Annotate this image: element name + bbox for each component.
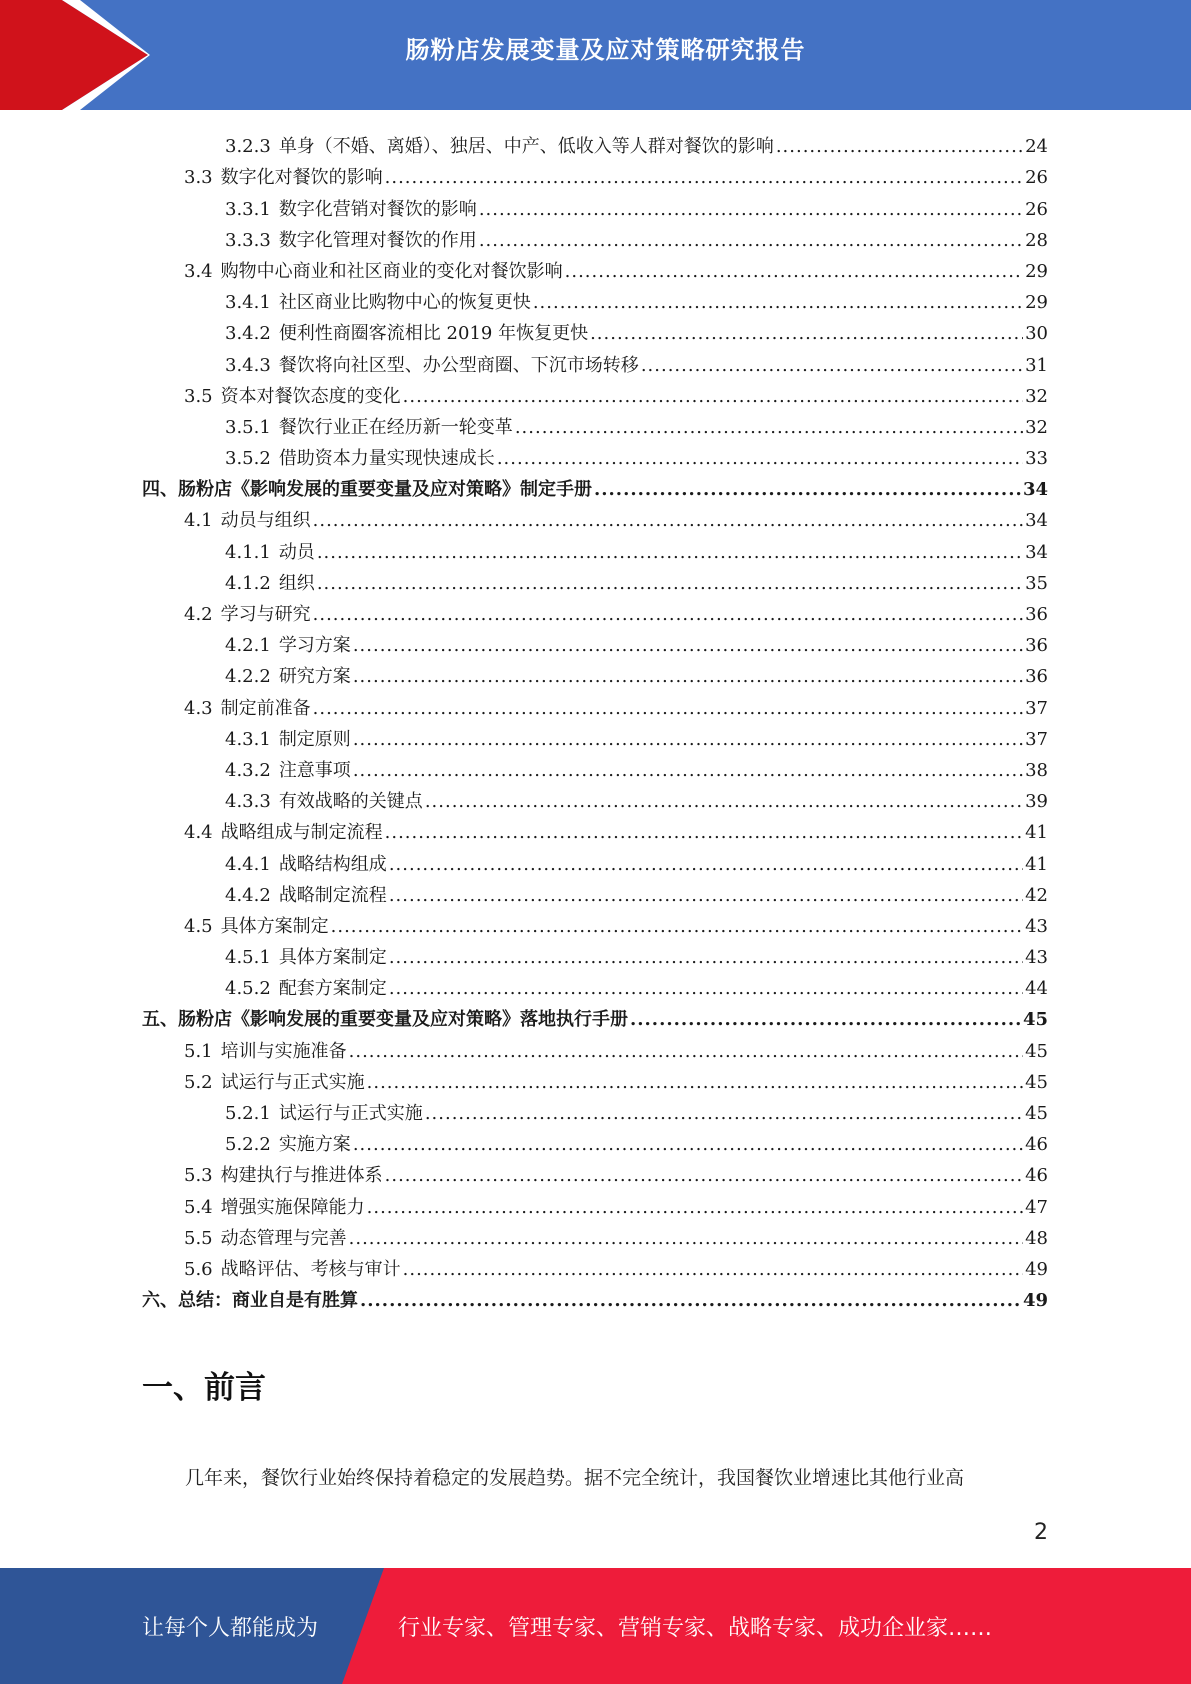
toc-entry-title: 动员与组织	[220, 510, 311, 532]
toc-entry-page: 45	[1025, 1040, 1048, 1062]
toc-entry-page: 46	[1025, 1134, 1048, 1156]
toc-entry[interactable]	[142, 626, 1048, 657]
toc-entry-title: 动态管理与完善	[220, 1227, 347, 1249]
toc-dot-leader	[533, 292, 1023, 314]
toc-entry-number: 4.1	[184, 510, 213, 532]
toc-entry-page: 49	[1025, 1258, 1048, 1280]
toc-entry-page: 24	[1025, 136, 1048, 158]
toc-dot-leader	[353, 635, 1023, 657]
toc-dot-leader	[425, 1103, 1023, 1125]
toc-dot-leader	[367, 1072, 1023, 1094]
toc-entry[interactable]	[142, 1094, 1048, 1125]
toc-entry-title: 战略制定流程	[278, 884, 387, 906]
toc-entry[interactable]	[142, 657, 1048, 688]
toc-entry-title: 六、总结：商业自是有胜算	[142, 1290, 358, 1312]
toc-entry-page: 34	[1025, 541, 1048, 563]
toc-entry-title: 研究方案	[278, 666, 351, 688]
toc-dot-leader	[497, 448, 1023, 470]
toc-entry-number: 4.3	[184, 697, 213, 719]
toc-entry-number: 4.5.1	[225, 947, 271, 969]
toc-entry-title: 购物中心商业和社区商业的变化对餐饮影响	[220, 260, 563, 282]
toc-entry-title: 数字化营销对餐饮的影响	[278, 198, 477, 220]
toc-dot-leader	[479, 230, 1023, 252]
toc-entry-number: 3.4.3	[225, 354, 271, 376]
toc-entry-title: 具体方案制定	[220, 915, 329, 937]
toc-entry[interactable]	[142, 283, 1048, 314]
toc-entry-page: 26	[1025, 167, 1048, 189]
page-footer	[0, 1568, 1191, 1684]
toc-entry-page: 30	[1025, 323, 1048, 345]
toc-entry-page: 39	[1025, 791, 1048, 813]
toc-entry-page: 43	[1025, 915, 1048, 937]
toc-entry-number: 4.4.2	[225, 884, 271, 906]
toc-entry[interactable]	[142, 127, 1048, 158]
toc-entry-page: 26	[1025, 198, 1048, 220]
toc-dot-leader	[590, 323, 1023, 345]
toc-entry-number: 3.4.2	[225, 323, 271, 345]
toc-entry-page: 44	[1025, 978, 1048, 1000]
toc-entry[interactable]	[142, 1156, 1048, 1187]
footer-slogan-left: 让每个人都能成为	[142, 1616, 319, 1641]
toc-entry-page: 32	[1025, 385, 1048, 407]
toc-entry-number: 5.2	[184, 1071, 213, 1093]
toc-entry-number: 4.5	[184, 915, 213, 937]
toc-entry-page: 36	[1025, 666, 1048, 688]
toc-entry-title: 五、肠粉店《影响发展的重要变量及应对策略》落地执行手册	[142, 1009, 628, 1031]
toc-entry-title: 资本对餐饮态度的变化	[220, 385, 401, 407]
toc-entry-title: 借助资本力量实现快速成长	[278, 448, 495, 470]
toc-entry-number: 4.3.2	[225, 759, 271, 781]
toc-entry-number: 5.5	[184, 1227, 213, 1249]
toc-entry-page: 38	[1025, 759, 1048, 781]
toc-entry-page: 32	[1025, 416, 1048, 438]
toc-entry-page: 45	[1025, 1103, 1048, 1124]
toc-entry-number: 3.4.1	[225, 292, 271, 314]
toc-entry-page: 37	[1025, 728, 1048, 750]
toc-entry-title: 学习方案	[278, 635, 351, 657]
toc-entry-page: 42	[1025, 884, 1048, 906]
toc-dot-leader	[353, 760, 1023, 782]
toc-entry-title: 实施方案	[278, 1134, 351, 1156]
toc-entry-page: 33	[1025, 448, 1048, 470]
toc-entry[interactable]	[142, 782, 1048, 813]
toc-entry[interactable]	[142, 1031, 1048, 1062]
toc-entry[interactable]	[142, 876, 1048, 907]
toc-entry-page: 45	[1022, 1009, 1048, 1031]
toc-entry-title: 战略结构组成	[278, 853, 387, 875]
toc-entry[interactable]	[142, 844, 1048, 875]
toc-dot-leader	[349, 1041, 1023, 1063]
toc-entry-page: 37	[1025, 697, 1048, 719]
toc-dot-leader	[565, 261, 1023, 283]
toc-entry[interactable]	[142, 1000, 1048, 1031]
toc-entry-number: 5.2.2	[225, 1134, 271, 1156]
toc-entry-number: 5.1	[184, 1040, 213, 1062]
toc-entry-title: 社区商业比购物中心的恢复更快	[278, 292, 531, 314]
toc-dot-leader	[353, 729, 1023, 751]
toc-entry[interactable]	[142, 1125, 1048, 1156]
toc-entry[interactable]	[142, 408, 1048, 439]
report-title: 肠粉店发展变量及应对策略研究报告	[405, 36, 806, 64]
toc-entry-title: 试运行与正式实施	[278, 1103, 423, 1124]
toc-entry-number: 4.1.1	[225, 541, 271, 563]
toc-entry-number: 5.4	[184, 1196, 213, 1218]
toc-entry-number: 4.2.1	[225, 635, 271, 657]
toc-entry-title: 数字化对餐饮的影响	[220, 167, 383, 189]
toc-dot-leader	[389, 854, 1023, 876]
toc-entry[interactable]	[142, 720, 1048, 751]
toc-entry-number: 4.5.2	[225, 978, 271, 1000]
toc-dot-leader	[389, 885, 1023, 907]
toc-entry[interactable]	[142, 189, 1048, 220]
toc-dot-leader	[403, 386, 1023, 408]
toc-entry-title: 有效战略的关键点	[278, 791, 423, 813]
toc-dot-leader	[385, 1165, 1023, 1187]
toc-entry-number: 3.3.1	[225, 198, 271, 220]
toc-entry-number: 5.3	[184, 1165, 213, 1187]
toc-entry-title: 餐饮将向社区型、办公型商圈、下沉市场转移	[278, 354, 639, 376]
toc-entry[interactable]	[142, 501, 1048, 532]
toc-dot-leader	[313, 698, 1023, 720]
toc-entry-page: 36	[1025, 635, 1048, 657]
toc-entry[interactable]	[142, 532, 1048, 563]
toc-dot-leader	[776, 136, 1023, 158]
section-heading: 一、前言	[142, 1370, 266, 1406]
toc-entry-page: 41	[1025, 822, 1048, 844]
toc-entry[interactable]	[142, 439, 1048, 470]
toc-dot-leader	[360, 1290, 1021, 1312]
toc-entry-page: 47	[1025, 1196, 1048, 1218]
toc-entry[interactable]	[142, 1187, 1048, 1218]
toc-entry-title: 动员	[278, 541, 315, 563]
toc-dot-leader	[403, 1259, 1023, 1281]
toc-entry-number: 4.3.1	[225, 728, 271, 750]
toc-entry-page: 36	[1025, 604, 1048, 625]
toc-entry[interactable]	[142, 377, 1048, 408]
table-of-contents	[142, 127, 1048, 1312]
toc-entry-number: 4.3.3	[225, 791, 271, 813]
toc-entry-page: 35	[1025, 572, 1048, 594]
toc-entry[interactable]	[142, 1250, 1048, 1281]
toc-entry-page: 31	[1025, 354, 1048, 376]
toc-entry-title: 制定原则	[278, 728, 351, 750]
toc-entry-number: 3.3	[184, 167, 213, 189]
toc-entry[interactable]	[142, 1281, 1048, 1312]
toc-entry[interactable]	[142, 470, 1048, 501]
toc-entry-number: 4.2.2	[225, 666, 271, 688]
toc-dot-leader	[385, 822, 1023, 844]
toc-entry-title: 组织	[278, 572, 315, 594]
toc-entry[interactable]	[142, 813, 1048, 844]
toc-entry-title: 具体方案制定	[278, 947, 387, 969]
toc-dot-leader	[425, 791, 1023, 813]
toc-dot-leader	[313, 604, 1023, 626]
toc-entry[interactable]	[142, 221, 1048, 252]
toc-entry-title: 餐饮行业正在经历新一轮变革	[278, 416, 513, 438]
toc-entry-number: 3.5.2	[225, 448, 271, 470]
toc-entry-number: 4.1.2	[225, 572, 271, 594]
toc-entry-number: 4.4.1	[225, 853, 271, 875]
toc-entry-title: 便利性商圈客流相比 2019 年恢复更快	[278, 323, 589, 345]
toc-entry[interactable]	[142, 938, 1048, 969]
toc-entry-title: 单身（不婚、离婚）、独居、中产、低收入等人群对餐饮的影响	[278, 136, 774, 158]
toc-entry-title: 四、肠粉店《影响发展的重要变量及应对策略》制定手册	[142, 479, 592, 501]
toc-entry-title: 配套方案制定	[278, 978, 387, 1000]
toc-dot-leader	[515, 417, 1023, 439]
toc-entry-page: 28	[1025, 229, 1048, 251]
toc-entry-page: 29	[1025, 292, 1048, 314]
toc-dot-leader	[331, 916, 1023, 938]
page-number: 2	[1034, 1520, 1048, 1545]
toc-entry[interactable]	[142, 564, 1048, 595]
toc-dot-leader	[641, 355, 1023, 377]
footer-slogan-right: 行业专家、管理专家、营销专家、战略专家、成功企业家……	[398, 1616, 993, 1641]
toc-entry[interactable]	[142, 158, 1048, 189]
toc-entry-page: 46	[1025, 1165, 1048, 1187]
toc-entry-number: 5.2.1	[225, 1103, 271, 1124]
toc-entry-number: 3.5	[184, 385, 213, 407]
toc-entry[interactable]	[142, 688, 1048, 719]
toc-dot-leader	[630, 1009, 1021, 1031]
toc-dot-leader	[353, 1134, 1023, 1156]
toc-entry-page: 45	[1025, 1071, 1048, 1093]
toc-entry-page: 41	[1025, 853, 1048, 875]
toc-entry-title: 增强实施保障能力	[220, 1196, 365, 1218]
toc-entry[interactable]	[142, 969, 1048, 1000]
toc-entry-page: 34	[1025, 510, 1048, 532]
toc-entry-number: 3.2.3	[225, 136, 271, 158]
toc-dot-leader	[594, 479, 1021, 501]
toc-entry[interactable]	[142, 751, 1048, 782]
toc-entry-title: 注意事项	[278, 759, 351, 781]
toc-dot-leader	[313, 510, 1023, 532]
toc-entry-number: 4.2	[184, 604, 213, 625]
toc-dot-leader	[317, 573, 1023, 595]
toc-dot-leader	[367, 1197, 1023, 1219]
toc-entry-title: 数字化管理对餐饮的作用	[278, 229, 477, 251]
toc-entry-page: 49	[1022, 1290, 1048, 1312]
toc-entry-page: 34	[1022, 479, 1048, 501]
toc-dot-leader	[353, 666, 1023, 688]
toc-entry-page: 48	[1025, 1227, 1048, 1249]
toc-dot-leader	[349, 1228, 1023, 1250]
toc-entry-number: 4.4	[184, 822, 213, 844]
toc-entry-number: 5.6	[184, 1258, 213, 1280]
toc-entry[interactable]	[142, 345, 1048, 376]
toc-entry-title: 制定前准备	[220, 697, 311, 719]
toc-entry-page: 43	[1025, 947, 1048, 969]
toc-dot-leader	[385, 167, 1023, 189]
toc-dot-leader	[389, 947, 1023, 969]
toc-dot-leader	[479, 199, 1023, 221]
toc-entry-number: 3.5.1	[225, 416, 271, 438]
toc-entry-title: 构建执行与推进体系	[220, 1165, 383, 1187]
toc-entry-number: 3.4	[184, 260, 213, 282]
toc-entry-title: 战略组成与制定流程	[220, 822, 383, 844]
toc-entry-page: 29	[1025, 260, 1048, 282]
toc-entry-title: 战略评估、考核与审计	[220, 1258, 401, 1280]
toc-entry[interactable]	[142, 314, 1048, 345]
toc-entry[interactable]	[142, 907, 1048, 938]
toc-dot-leader	[317, 542, 1023, 564]
toc-entry-title: 培训与实施准备	[220, 1040, 347, 1062]
toc-entry-title: 试运行与正式实施	[220, 1071, 365, 1093]
toc-entry[interactable]	[142, 1063, 1048, 1094]
toc-entry-title: 学习与研究	[220, 604, 311, 625]
toc-entry-number: 3.3.3	[225, 229, 271, 251]
page-header	[0, 0, 1191, 110]
toc-entry[interactable]	[142, 595, 1048, 626]
toc-entry[interactable]	[142, 252, 1048, 283]
toc-dot-leader	[389, 978, 1023, 1000]
toc-entry[interactable]	[142, 1219, 1048, 1250]
body-paragraph: 几年来，餐饮行业始终保持着稳定的发展趋势。据不完全统计，我国餐饮业增速比其他行业高	[185, 1467, 965, 1489]
